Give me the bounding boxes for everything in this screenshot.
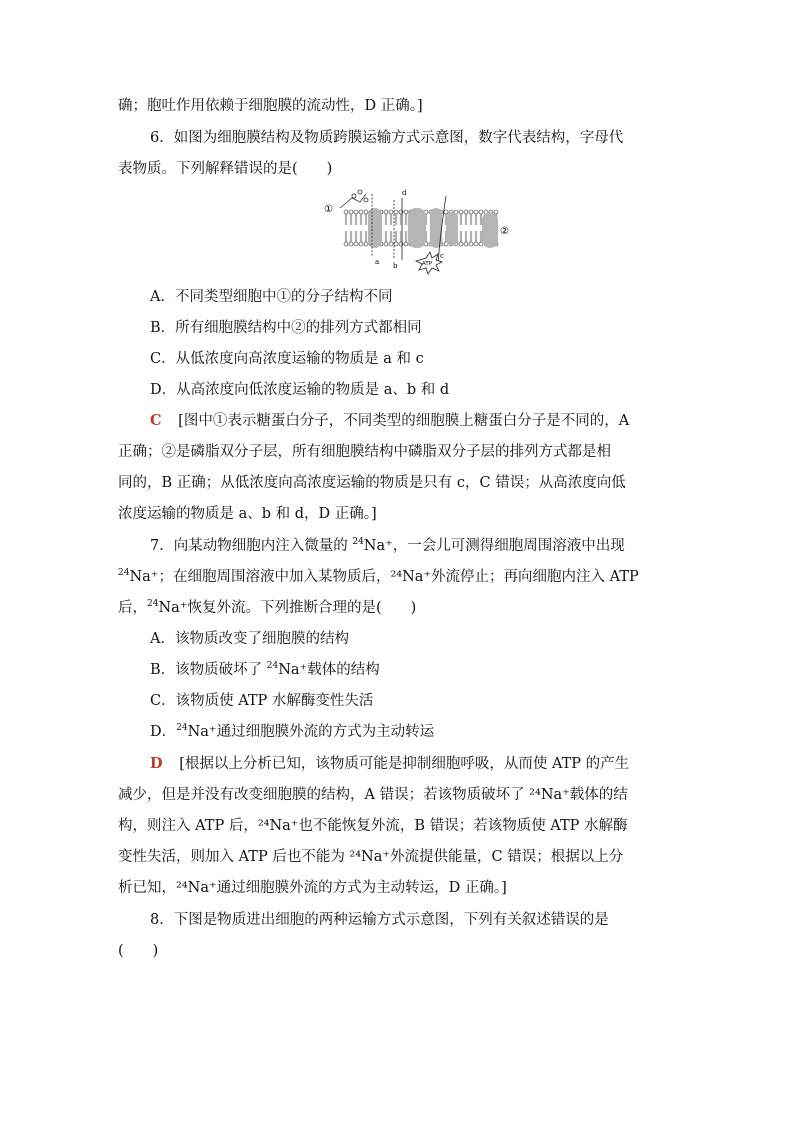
label-atp: ATP <box>422 261 433 267</box>
phospholipid-head <box>474 242 478 246</box>
question-6-stem-cont: 表物质。下列解释错误的是( ) <box>118 161 333 177</box>
explanation-line: 构，则注入 ATP 后，²⁴Na⁺也不能恢复外流，B 错误；若该物质使 ATP 水解酶 <box>118 818 628 834</box>
phospholipid-tail <box>385 231 387 242</box>
option-c: C．从低浓度向高浓度运输的物质是 a 和 c <box>150 351 424 367</box>
explanation-line: 析已知，²⁴Na⁺通过细胞膜外流的方式为主动转运，D 正确。] <box>118 880 507 896</box>
phospholipid-tail <box>350 214 352 225</box>
phospholipid-head <box>444 210 448 214</box>
phospholipid-head <box>469 210 473 214</box>
phospholipid-head <box>364 242 368 246</box>
phospholipid-tail <box>400 214 402 225</box>
text-fragment: 7．向某动物细胞内注入微量的 <box>150 538 353 554</box>
phospholipid-tail <box>470 214 472 225</box>
option-d: D．从高浓度向低浓度运输的物质是 a、b 和 d <box>150 382 450 398</box>
superscript: 24 <box>176 723 188 733</box>
question-8-stem-cont: ( ) <box>118 943 159 959</box>
option-b <box>150 659 380 681</box>
phospholipid-head <box>404 242 408 246</box>
superscript: 24 <box>147 599 159 609</box>
explanation-line: 变性失活，则加入 ATP 后也不能为 ²⁴Na⁺外流提供能量，C 错误；根据以上分 <box>118 849 624 865</box>
question-7-stem <box>150 535 625 557</box>
superscript: 24 <box>352 537 364 547</box>
phospholipid-tail <box>405 214 407 225</box>
phospholipid-tail <box>400 231 402 242</box>
label-a: a <box>375 258 380 266</box>
phospholipid-head <box>349 210 353 214</box>
label-circle-2: ② <box>500 226 509 237</box>
phospholipid-tail <box>460 214 462 225</box>
phospholipid-head <box>389 242 393 246</box>
phospholipid-head <box>349 242 353 246</box>
phospholipid-head <box>359 210 363 214</box>
phospholipid-tail <box>395 231 397 242</box>
text-fragment: 后， <box>118 600 147 616</box>
phospholipid-head <box>494 210 498 214</box>
phospholipid-head <box>469 242 473 246</box>
answer-explanation: [根据以上分析已知，该物质可能是抑制细胞呼吸，从而使 ATP 的产生 <box>179 756 630 772</box>
phospholipid-head <box>479 242 483 246</box>
option-d <box>150 721 434 743</box>
option-a: A．该物质改变了细胞膜的结构 <box>150 631 349 647</box>
question-8-stem: 8．下图是物质进出细胞的两种运输方式示意图，下列有关叙述错误的是 <box>150 912 609 928</box>
phospholipid-head <box>359 242 363 246</box>
phospholipid-head <box>479 210 483 214</box>
superscript: 24 <box>118 568 130 578</box>
phospholipid-head <box>384 242 388 246</box>
phospholipid-head <box>459 210 463 214</box>
phospholipid-tail <box>470 231 472 242</box>
phospholipid-tail <box>345 231 347 242</box>
text-fragment: Na⁺，一会儿可测得细胞周围溶液中出现 <box>363 538 625 554</box>
answer-letter: C <box>150 412 162 429</box>
answer-explanation: [图中①表示糖蛋白分子，不同类型的细胞膜上糖蛋白分子是不同的，A <box>178 413 630 429</box>
phospholipid-head <box>459 242 463 246</box>
membrane-proteins <box>368 208 498 248</box>
phospholipid-tail <box>465 231 467 242</box>
text-fragment: Na⁺；在细胞周围溶液中加入某物质后，²⁴Na⁺外流停止；再向细胞内注入 ATP <box>129 569 639 585</box>
phospholipid-tail <box>480 231 482 242</box>
explanation-line: 同的，B 正确；从低浓度向高浓度运输的物质是只有 c，C 错误；从高浓度向低 <box>118 475 626 491</box>
phospholipid-tail <box>475 214 477 225</box>
phospholipid-head <box>394 242 398 246</box>
text-fragment: Na⁺恢复外流。下列推断合理的是( ) <box>158 600 417 616</box>
phospholipid-head <box>464 210 468 214</box>
label-c: c <box>440 252 444 260</box>
phospholipid-tail <box>390 231 392 242</box>
question-7-stem-cont <box>118 597 416 619</box>
text-fragment: Na⁺通过细胞膜外流的方式为主动转运 <box>187 724 435 740</box>
option-a: A．不同类型细胞中①的分子结构不同 <box>150 289 393 305</box>
explanation-line: 正确；②是磷脂双分子层，所有细胞膜结构中磷脂双分子层的排列方式都是相 <box>118 444 611 460</box>
text-line: 确；胞吐作用依赖于细胞膜的流动性，D 正确。] <box>118 98 423 114</box>
phospholipid-head <box>344 242 348 246</box>
membrane-diagram <box>322 186 512 278</box>
label-circle-1: ① <box>324 204 333 215</box>
superscript: 24 <box>266 661 279 671</box>
answer-letter: D <box>150 755 163 772</box>
phospholipid-tail <box>360 231 362 242</box>
phospholipid-tail <box>465 214 467 225</box>
phospholipid-tail <box>350 231 352 242</box>
phospholipid-head <box>464 242 468 246</box>
phospholipid-head <box>344 210 348 214</box>
question-6-stem: 6．如图为细胞膜结构及物质跨膜运输方式示意图，数字代表结构，字母代 <box>150 130 624 146</box>
phospholipid-head <box>474 210 478 214</box>
text-fragment: Na⁺载体的结构 <box>278 662 380 678</box>
text-fragment: B．该物质破坏了 <box>150 662 267 678</box>
answer-7-line <box>150 753 629 775</box>
phospholipid-head <box>394 210 398 214</box>
label-b: b <box>393 262 398 270</box>
explanation-line: 减少，但是并没有改变细胞膜的结构，A 错误；若该物质破坏了 ²⁴Na⁺载体的结 <box>118 787 628 803</box>
phospholipid-head <box>384 210 388 214</box>
phospholipid-tail <box>355 214 357 225</box>
phospholipid-head <box>404 210 408 214</box>
phospholipid-head <box>364 210 368 214</box>
phospholipid-head <box>354 210 358 214</box>
phospholipid-tail <box>395 214 397 225</box>
phospholipid-tail <box>365 231 367 242</box>
answer-6-line <box>150 410 629 432</box>
explanation-line: 浓度运输的物质是 a、b 和 d，D 正确。] <box>118 506 377 522</box>
text-fragment: D． <box>150 724 177 740</box>
option-b: B．所有细胞膜结构中②的排列方式都相同 <box>150 320 422 336</box>
phospholipid-tail <box>345 214 347 225</box>
question-7-stem-cont <box>118 566 639 588</box>
phospholipid-tail <box>390 214 392 225</box>
phospholipid-tail <box>475 231 477 242</box>
phospholipid-tail <box>360 214 362 225</box>
option-c: C．该物质使 ATP 水解酶变性失活 <box>150 693 374 709</box>
phospholipid-tail <box>460 231 462 242</box>
phospholipid-head <box>389 210 393 214</box>
label-d: d <box>402 189 407 197</box>
phospholipid-tail <box>405 231 407 242</box>
glycoprotein <box>340 190 368 208</box>
phospholipid-tail <box>385 214 387 225</box>
phospholipid-tail <box>355 231 357 242</box>
phospholipid-tail <box>480 214 482 225</box>
phospholipid-head <box>354 242 358 246</box>
phospholipid-tail <box>365 214 367 225</box>
